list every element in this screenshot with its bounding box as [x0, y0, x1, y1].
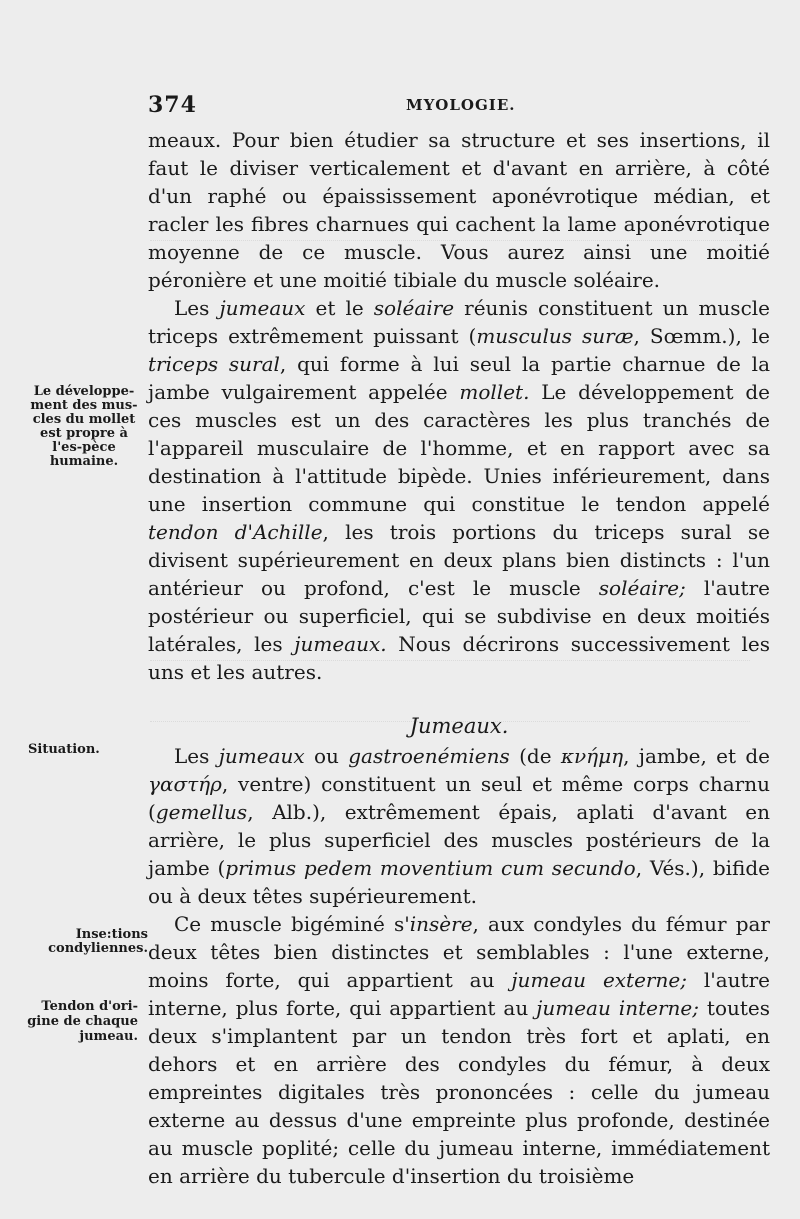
text-run: , qui forme à lui seul la partie charnue de la jambe vulgairement appelée: [148, 352, 771, 404]
text-run: , aux condyles du fémur par deux têtes bien distinctes et semblables : l'une externe, moins forte, qui appartient au: [148, 912, 770, 992]
text-run: Nous décrirons successivement les uns et les autres.: [148, 632, 770, 684]
text-run: , Sœmm.), le: [633, 324, 770, 348]
margin-note-situation: Situation.: [28, 742, 100, 757]
text-run: et le: [305, 296, 374, 320]
term-mollet: mollet.: [459, 380, 530, 404]
text-run: , jambe, et de: [623, 744, 770, 768]
margin-note-tendon: Tendon d'ori-gine de chaque jumeau.: [27, 999, 138, 1044]
text-run: , Alb.), extrêmement épais, aplati d'avant en arrière, le plus superficiel des muscles postérieurs de la jambe (: [148, 800, 770, 880]
term-insere: insère: [409, 912, 473, 936]
running-head: MYOLOGIE.: [406, 96, 516, 114]
page-header: [148, 92, 708, 120]
term-primus-pedem: primus pedem moventium cum secundo: [225, 856, 636, 880]
term-jumeau-externe: jumeau externe;: [511, 968, 687, 992]
term-gastrocnemiens: gastroenémiens: [348, 744, 510, 768]
text-run: , Vés.), bifide ou à deux têtes supérieurement.: [148, 856, 771, 908]
margin-note-insertions: Inse:tions condyliennes.: [48, 927, 148, 956]
text-run: ou: [304, 744, 349, 768]
text-run: (de: [509, 744, 561, 768]
text-run: , ventre) constituent un seul et même corps charnu (: [148, 772, 770, 824]
text-run: Les: [174, 296, 220, 320]
paragraph-soleaire-study: meaux. Pour bien étudier sa structure et ses insertions, il faut le diviser verticalement et d'avant en arrière, à côté d'un raphé ou épaississement aponévrotique médian, et racler les fibres charnues qui cachent la lame aponévrotique moyenne de ce muscle. Vous aurez ainsi une moitié péronière et une moitié tibiale du muscle soléaire.: [148, 128, 770, 292]
paragraph-situation: [148, 742, 770, 910]
paragraph-triceps: [148, 294, 770, 686]
term-jumeaux: jumeaux: [219, 296, 306, 320]
term-jumeaux: jumeaux: [218, 744, 305, 768]
term-jumeau-interne: jumeau interne;: [536, 996, 699, 1020]
term-soleaire: soléaire;: [598, 576, 686, 600]
term-jumeaux: jumeaux.: [294, 632, 387, 656]
text-run: l'autre postérieur ou superficiel, qui se subdivise en deux moitiés latérales, les: [148, 576, 770, 656]
text-run: toutes deux s'implantent par un tendon très fort et aplati, en dehors et en arrière des condyles du fémur, à deux empreintes digitales très prononcées : celle du jumeau externe au dessus d'une empreinte plus profonde, destinée au muscle poplité; celle du jumeau interne, immédiatement en arrière du tubercule d'insertion du troisième: [148, 996, 771, 1188]
text-run: Le développement de ces muscles est un des caractères les plus tranchés de l'appareil musculaire de l'homme, et en rapport avec sa destination à l'attitude bipède. Unies inférieurement, dans une insertion commune qui constitue le tendon appelé: [148, 380, 770, 516]
text-run: réunis constituent un muscle triceps extrêmement puissant (: [148, 296, 770, 348]
main-text: [148, 126, 770, 1190]
term-musculus-surae: musculus suræ: [476, 324, 634, 348]
term-triceps-sural: triceps sural: [148, 352, 280, 376]
margin-note-development: Le développe-ment des mus-cles du mollet est propre à l'es-pèce humaine.: [30, 384, 138, 469]
text-run: l'autre interne, plus forte, qui appartient au: [148, 968, 770, 1020]
text-run: Les: [174, 744, 219, 768]
term-greek-kneme: κνήμη: [560, 744, 624, 768]
text-run: Ce muscle bigéminé s': [174, 912, 410, 936]
page-number: 374: [148, 92, 197, 118]
section-heading: Jumeaux.: [409, 714, 509, 738]
term-soleaire: soléaire: [373, 296, 455, 320]
paragraph-insertions: [148, 910, 770, 1190]
term-gemellus: gemellus: [155, 800, 248, 824]
term-greek-gaster: γαστήρ: [148, 772, 222, 796]
term-tendon-achille: tendon d'Achille: [148, 520, 323, 544]
text-run: , les trois portions du triceps sural se divisent supérieurement en deux plans bien distincts : l'un antérieur ou profond, c'est le muscle: [148, 520, 770, 600]
